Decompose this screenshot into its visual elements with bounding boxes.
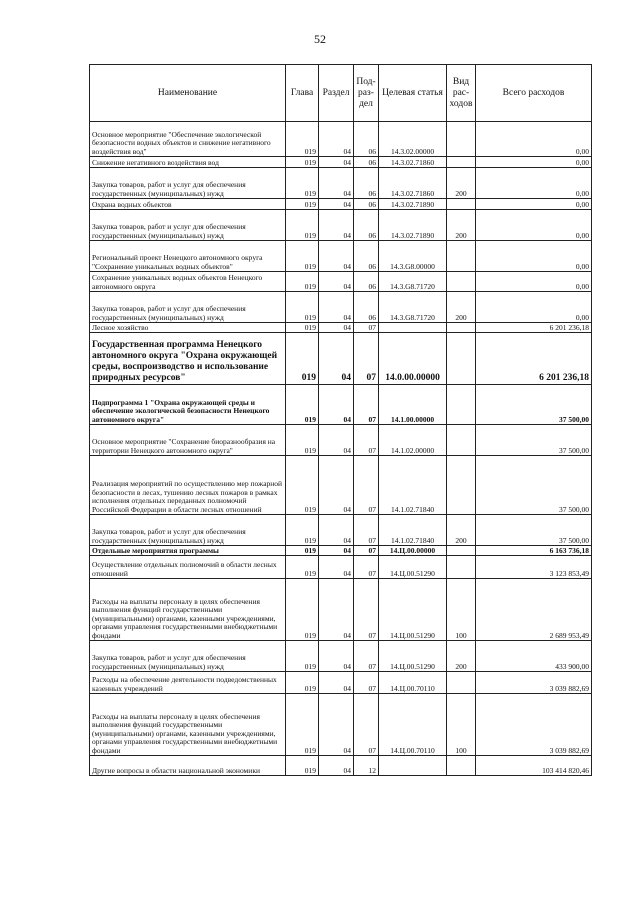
- cell-type: 200: [447, 641, 476, 672]
- cell-type: [447, 425, 476, 456]
- cell-section: 04: [319, 579, 354, 641]
- cell-name: Закупка товаров, работ и услуг для обеспечения государственных (муниципальных) нужд: [90, 515, 286, 546]
- cell-subsection: 06: [354, 168, 379, 199]
- cell-chapter: 019: [286, 199, 319, 210]
- cell-target: 14.3.G8.00000: [379, 241, 447, 272]
- table-row: [90, 579, 592, 641]
- cell-chapter: 019: [286, 546, 319, 556]
- cell-subsection: 07: [354, 456, 379, 515]
- header-section: Раздел: [319, 65, 354, 122]
- header-target: Целевая статья: [379, 65, 447, 122]
- cell-section: 04: [319, 241, 354, 272]
- cell-target: [379, 323, 447, 333]
- cell-subsection: 07: [354, 323, 379, 333]
- cell-name: Сохранение уникальных водных объектов Ненецкого автономного округа: [90, 272, 286, 292]
- cell-chapter: 019: [286, 272, 319, 292]
- cell-target: 14.3.02.71890: [379, 210, 447, 241]
- cell-total: 37 500,00: [476, 385, 592, 425]
- cell-subsection: 06: [354, 210, 379, 241]
- cell-name: Региональный проект Ненецкого автономного округа "Сохранение уникальных водных объектов": [90, 241, 286, 272]
- cell-chapter: 019: [286, 122, 319, 157]
- table-row: [90, 292, 592, 323]
- cell-total: 103 414 820,46: [476, 756, 592, 776]
- cell-type: 200: [447, 168, 476, 199]
- table-header-row: [90, 65, 592, 122]
- table-row: [90, 756, 592, 776]
- cell-type: [447, 333, 476, 385]
- cell-total: 433 900,00: [476, 641, 592, 672]
- cell-chapter: 019: [286, 694, 319, 756]
- cell-total: 2 689 953,49: [476, 579, 592, 641]
- cell-total: 0,00: [476, 199, 592, 210]
- cell-section: 04: [319, 385, 354, 425]
- cell-name: Закупка товаров, работ и услуг для обеспечения государственных (муниципальных) нужд: [90, 168, 286, 199]
- cell-target: 14.3.G8.71720: [379, 292, 447, 323]
- cell-type: 200: [447, 515, 476, 546]
- cell-chapter: 019: [286, 210, 319, 241]
- cell-name: Осуществление отдельных полномочий в области лесных отношений: [90, 556, 286, 579]
- cell-target: 14.0.00.00000: [379, 333, 447, 385]
- cell-section: 04: [319, 641, 354, 672]
- cell-subsection: 07: [354, 546, 379, 556]
- table-row: [90, 694, 592, 756]
- table-row: [90, 241, 592, 272]
- cell-chapter: 019: [286, 672, 319, 694]
- cell-target: [379, 756, 447, 776]
- table-row: [90, 272, 592, 292]
- cell-total: 0,00: [476, 122, 592, 157]
- cell-total: 3 123 853,49: [476, 556, 592, 579]
- header-type: Вид рас-ходов: [447, 65, 476, 122]
- cell-type: 200: [447, 210, 476, 241]
- cell-chapter: 019: [286, 323, 319, 333]
- cell-chapter: 019: [286, 756, 319, 776]
- cell-total: 3 039 882,69: [476, 694, 592, 756]
- cell-type: [447, 272, 476, 292]
- cell-subsection: 06: [354, 272, 379, 292]
- cell-subsection: 07: [354, 556, 379, 579]
- cell-section: 04: [319, 515, 354, 546]
- cell-name: Отдельные мероприятия программы: [90, 546, 286, 556]
- table-row: [90, 641, 592, 672]
- table-row: [90, 556, 592, 579]
- cell-name: Подпрограмма 1 "Охрана окружающей среды и обеспечение экологической безопасности Ненецкого автономного округа": [90, 385, 286, 425]
- cell-subsection: 07: [354, 694, 379, 756]
- cell-total: 0,00: [476, 292, 592, 323]
- cell-section: 04: [319, 122, 354, 157]
- cell-name: Государственная программа Ненецкого автономного округа "Охрана окружающей среды, воспроизводство и использование природных ресурсов": [90, 333, 286, 385]
- table-row: [90, 333, 592, 385]
- cell-section: 04: [319, 333, 354, 385]
- cell-target: 14.3.02.71860: [379, 168, 447, 199]
- cell-type: [447, 157, 476, 168]
- cell-subsection: 07: [354, 515, 379, 546]
- cell-target: 14.Ц.00.51290: [379, 579, 447, 641]
- cell-chapter: 019: [286, 168, 319, 199]
- cell-type: [447, 241, 476, 272]
- cell-target: 14.1.00.00000: [379, 385, 447, 425]
- cell-subsection: 12: [354, 756, 379, 776]
- cell-type: 200: [447, 292, 476, 323]
- cell-subsection: 07: [354, 672, 379, 694]
- cell-total: 3 039 882,69: [476, 672, 592, 694]
- cell-chapter: 019: [286, 157, 319, 168]
- cell-type: [447, 385, 476, 425]
- cell-section: 04: [319, 157, 354, 168]
- cell-section: 04: [319, 672, 354, 694]
- cell-subsection: 06: [354, 157, 379, 168]
- cell-target: 14.Ц.00.51290: [379, 556, 447, 579]
- cell-total: 37 500,00: [476, 515, 592, 546]
- cell-name: Расходы на обеспечение деятельности подведомственных казенных учреждений: [90, 672, 286, 694]
- cell-name: Реализация мероприятий по осуществлению мер пожарной безопасности в лесах, тушению лесных пожаров в рамках исполнения отдельных переданных полномочий Российской Федерации в области лесных отношений: [90, 456, 286, 515]
- cell-type: 100: [447, 694, 476, 756]
- cell-name: Лесное хозяйство: [90, 323, 286, 333]
- table-row: [90, 199, 592, 210]
- header-chapter: Глава: [286, 65, 319, 122]
- cell-subsection: 06: [354, 241, 379, 272]
- cell-target: 14.1.02.00000: [379, 425, 447, 456]
- cell-chapter: 019: [286, 425, 319, 456]
- cell-section: 04: [319, 694, 354, 756]
- cell-target: 14.Ц.00.51290: [379, 641, 447, 672]
- table-row: [90, 515, 592, 546]
- cell-target: 14.3.02.00000: [379, 122, 447, 157]
- cell-total: 6 163 736,18: [476, 546, 592, 556]
- cell-name: Другие вопросы в области национальной экономики: [90, 756, 286, 776]
- cell-section: 04: [319, 425, 354, 456]
- cell-target: 14.Ц.00.70110: [379, 694, 447, 756]
- cell-section: 04: [319, 546, 354, 556]
- cell-type: [447, 456, 476, 515]
- cell-type: [447, 122, 476, 157]
- cell-type: [447, 556, 476, 579]
- cell-chapter: 019: [286, 333, 319, 385]
- table-row: [90, 157, 592, 168]
- cell-target: 14.1.02.71840: [379, 515, 447, 546]
- cell-total: 37 500,00: [476, 425, 592, 456]
- cell-section: 04: [319, 272, 354, 292]
- cell-total: 0,00: [476, 157, 592, 168]
- cell-subsection: 07: [354, 579, 379, 641]
- table-row: [90, 456, 592, 515]
- cell-total: 6 201 236,18: [476, 333, 592, 385]
- cell-total: 37 500,00: [476, 456, 592, 515]
- cell-chapter: 019: [286, 385, 319, 425]
- cell-type: [447, 199, 476, 210]
- cell-type: 100: [447, 579, 476, 641]
- cell-target: 14.1.02.71840: [379, 456, 447, 515]
- cell-chapter: 019: [286, 579, 319, 641]
- cell-target: 14.Ц.00.00000: [379, 546, 447, 556]
- cell-section: 04: [319, 292, 354, 323]
- cell-type: [447, 546, 476, 556]
- cell-total: 0,00: [476, 168, 592, 199]
- cell-section: 04: [319, 456, 354, 515]
- budget-table: [89, 64, 592, 776]
- cell-type: [447, 323, 476, 333]
- cell-section: 04: [319, 168, 354, 199]
- cell-section: 04: [319, 756, 354, 776]
- cell-total: 0,00: [476, 272, 592, 292]
- cell-total: 0,00: [476, 210, 592, 241]
- cell-name: Закупка товаров, работ и услуг для обеспечения государственных (муниципальных) нужд: [90, 210, 286, 241]
- cell-name: Основное мероприятие "Сохранение биоразнообразия на территории Ненецкого автономного округа": [90, 425, 286, 456]
- cell-target: 14.3.02.71860: [379, 157, 447, 168]
- table-row: [90, 168, 592, 199]
- cell-subsection: 06: [354, 292, 379, 323]
- cell-section: 04: [319, 210, 354, 241]
- cell-section: 04: [319, 556, 354, 579]
- table-row: [90, 122, 592, 157]
- cell-chapter: 019: [286, 556, 319, 579]
- cell-target: 14.Ц.00.70110: [379, 672, 447, 694]
- cell-section: 04: [319, 199, 354, 210]
- table-row: [90, 323, 592, 333]
- cell-type: [447, 756, 476, 776]
- table-row: [90, 425, 592, 456]
- cell-name: Снижение негативного воздействия вод: [90, 157, 286, 168]
- table-row: [90, 385, 592, 425]
- header-total: Всего расходов: [476, 65, 592, 122]
- cell-subsection: 07: [354, 641, 379, 672]
- page-number: 52: [314, 32, 326, 46]
- table-row: [90, 672, 592, 694]
- cell-type: [447, 672, 476, 694]
- header-name: Наименование: [90, 65, 286, 122]
- cell-name: Основное мероприятие "Обеспечение экологической безопасности водных объектов и снижение негативного воздействия вод": [90, 122, 286, 157]
- cell-subsection: 07: [354, 385, 379, 425]
- cell-subsection: 07: [354, 333, 379, 385]
- cell-target: 14.3.02.71890: [379, 199, 447, 210]
- cell-target: 14.3.G8.71720: [379, 272, 447, 292]
- cell-subsection: 06: [354, 199, 379, 210]
- cell-name: Охрана водных объектов: [90, 199, 286, 210]
- cell-chapter: 019: [286, 515, 319, 546]
- cell-section: 04: [319, 323, 354, 333]
- cell-chapter: 019: [286, 641, 319, 672]
- header-subsection: Под-раз-дел: [354, 65, 379, 122]
- table-row: [90, 210, 592, 241]
- cell-name: Расходы на выплаты персоналу в целях обеспечения выполнения функций государственными (муниципальными) органами, казенными учреждениями, органами управления государственными внебюджетными фондами: [90, 694, 286, 756]
- cell-chapter: 019: [286, 456, 319, 515]
- cell-name: Расходы на выплаты персоналу в целях обеспечения выполнения функций государственными (муниципальными) органами, казенными учреждениями, органами управления государственными внебюджетными фондами: [90, 579, 286, 641]
- cell-name: Закупка товаров, работ и услуг для обеспечения государственных (муниципальных) нужд: [90, 292, 286, 323]
- cell-total: 0,00: [476, 241, 592, 272]
- cell-subsection: 06: [354, 122, 379, 157]
- cell-subsection: 07: [354, 425, 379, 456]
- cell-chapter: 019: [286, 241, 319, 272]
- cell-name: Закупка товаров, работ и услуг для обеспечения государственных (муниципальных) нужд: [90, 641, 286, 672]
- cell-chapter: 019: [286, 292, 319, 323]
- cell-total: 6 201 236,18: [476, 323, 592, 333]
- table-row: [90, 546, 592, 556]
